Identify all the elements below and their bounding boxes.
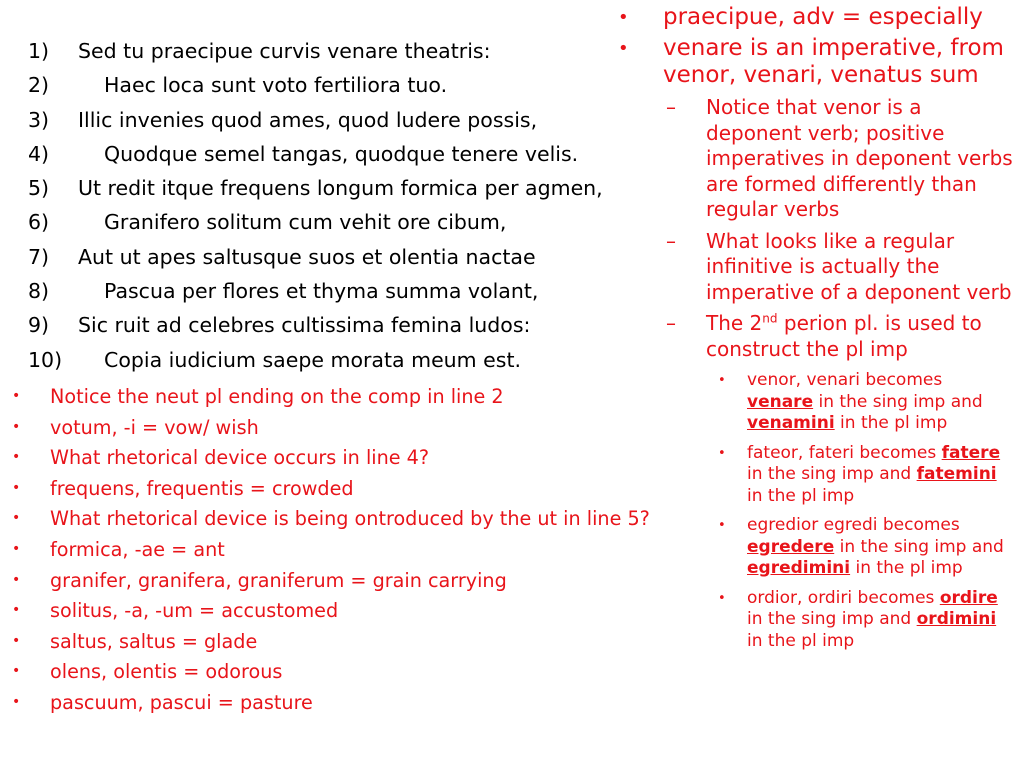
note-item [10,569,675,592]
note-item [10,599,675,622]
sub-bullet-text: Notice that venor is a deponent verb; positive imperatives in deponent verbs are formed differently than regular verbs [706,95,1013,221]
line-number: 6) [28,210,50,235]
text-part: in the pl imp [747,485,855,506]
line-number: 3) [28,107,50,132]
plural-form: fatemini [916,464,997,484]
bullet-icon: • [718,590,726,606]
line-text: Ut redit itque frequens longum formica per agmen, [78,176,603,201]
note-text: Notice the neut pl ending on the comp in line 2 [50,385,504,408]
example-item [610,443,1020,508]
poem-line [28,68,678,102]
line-text: Aut ut apes saltusque suos et olentia nactae [78,244,536,269]
note-item [10,660,675,683]
dash-icon: – [666,311,676,335]
sub-bullet [610,229,1020,306]
text-part: egredior egredi becomes [747,515,960,535]
superscript: nd [762,311,778,326]
note-item [10,477,675,500]
example-item [610,588,1020,653]
bullet-icon: • [12,602,21,619]
poem-line [28,343,678,377]
note-item [10,507,675,530]
line-text: Quodque semel tangas, quodque tenere velis. [104,141,579,166]
bullet-icon: • [12,571,21,588]
line-number: 5) [28,176,50,201]
line-number: 7) [28,244,50,269]
sub-bullet-text [706,311,1020,362]
text-part: in the sing imp and [747,609,917,629]
note-item [10,385,675,408]
note-text: What rhetorical device occurs in line 4? [50,446,430,470]
example-text [747,515,1012,580]
poem-line [28,205,678,239]
note-text: olens, olentis = odorous [50,660,283,684]
line-text: Sic ruit ad celebres cultissima femina ludos: [78,313,531,338]
note-item [10,416,675,439]
example-item [610,370,1020,435]
text-part: in the sing imp and [813,391,983,412]
example-text [747,370,1012,435]
note-text: solitus, -a, -um = accustomed [50,599,339,623]
bullet-icon: • [718,518,726,533]
example-text [747,588,1012,653]
poem-line [28,103,678,137]
poem-line [28,274,678,308]
singular-form: fatere [941,442,1001,463]
example-text [747,443,1012,508]
poem-line [28,171,678,205]
line-text: Granifero solitum cum vehit ore cibum, [104,210,507,235]
poem-line [28,34,678,68]
text-part: in the sing imp and [834,536,1004,557]
sub-bullet-text: What looks like a regular infinitive is actually the imperative of a deponent verb [706,228,1012,304]
poem-text [28,34,678,377]
bullet-icon: • [12,510,21,527]
bullet-text: venare is an imperative, from venor, venari, venatus sum [663,35,1004,88]
singular-form: ordire [939,587,998,608]
example-item [610,515,1020,580]
poem-line [28,308,678,342]
line-text: Copia iudicium saepe morata meum est. [104,347,522,372]
bullet-icon: • [12,663,21,680]
poem-line [28,137,678,171]
line-number: 8) [28,279,50,304]
line-number: 9) [28,313,50,338]
note-text: frequens, frequentis = crowded [50,476,354,500]
bullet-icon: • [12,388,21,404]
text-part: perion pl. is used to construct the pl imp [706,311,982,361]
line-text: Sed tu praecipue curvis venare theatris: [78,39,491,63]
singular-form: venare [747,391,814,412]
line-number: 1) [28,39,50,63]
bullet-icon: • [618,7,629,28]
text-part: in the pl imp [834,413,948,433]
note-text: What rhetorical device is being ontroduced by the ut in line 5? [50,507,650,531]
dash-icon: – [666,95,676,119]
line-text: Haec loca sunt voto fertiliora tuo. [104,73,448,98]
bullet-icon: • [12,632,21,649]
plural-form: venamini [747,413,835,433]
note-item [10,691,675,714]
plural-form: egredimini [747,558,851,578]
line-text: Illic invenies quod ames, quod ludere possis, [78,107,538,132]
top-bullet [610,35,1020,89]
line-number: 10) [28,347,63,372]
bullet-icon: • [12,693,21,710]
vocab-notes [10,385,675,722]
bullet-icon: • [12,449,21,466]
text-part: ordior, ordiri becomes [747,587,940,608]
singular-form: egredere [747,536,835,557]
line-text: Pascua per flores et thyma summa volant, [104,279,539,304]
text-part: venor, venari becomes [747,370,943,390]
note-item [10,630,675,653]
bullet-icon: • [618,38,629,59]
bullet-icon: • [718,373,726,388]
note-text: votum, -i = vow/ wish [50,415,259,439]
note-text: saltus, saltus = glade [50,629,258,653]
text-part: fateor, fateri becomes [747,442,942,463]
poem-line [28,240,678,274]
top-bullet [610,4,1020,31]
note-text: formica, -ae = ant [50,537,225,561]
plural-form: ordimini [916,609,997,629]
text-part: in the pl imp [747,630,855,651]
text-part: in the pl imp [850,558,963,578]
note-item [10,538,675,561]
sub-bullet [610,311,1020,362]
note-item [10,446,675,469]
note-text: granifer, granifera, graniferum = grain carrying [50,568,507,592]
bullet-icon: • [12,418,21,435]
bullet-icon: • [12,540,21,557]
grammar-notes [610,0,1020,652]
sub-bullet [610,95,1020,223]
line-number: 4) [28,141,50,166]
text-part: in the sing imp and [747,464,917,484]
line-number: 2) [28,73,50,98]
bullet-text: praecipue, adv = especially [663,4,983,30]
note-text: pascuum, pascui = pasture [50,690,313,714]
text-part: The 2 [706,311,763,335]
bullet-icon: • [718,445,726,461]
dash-icon: – [666,228,676,253]
bullet-icon: • [12,479,21,496]
